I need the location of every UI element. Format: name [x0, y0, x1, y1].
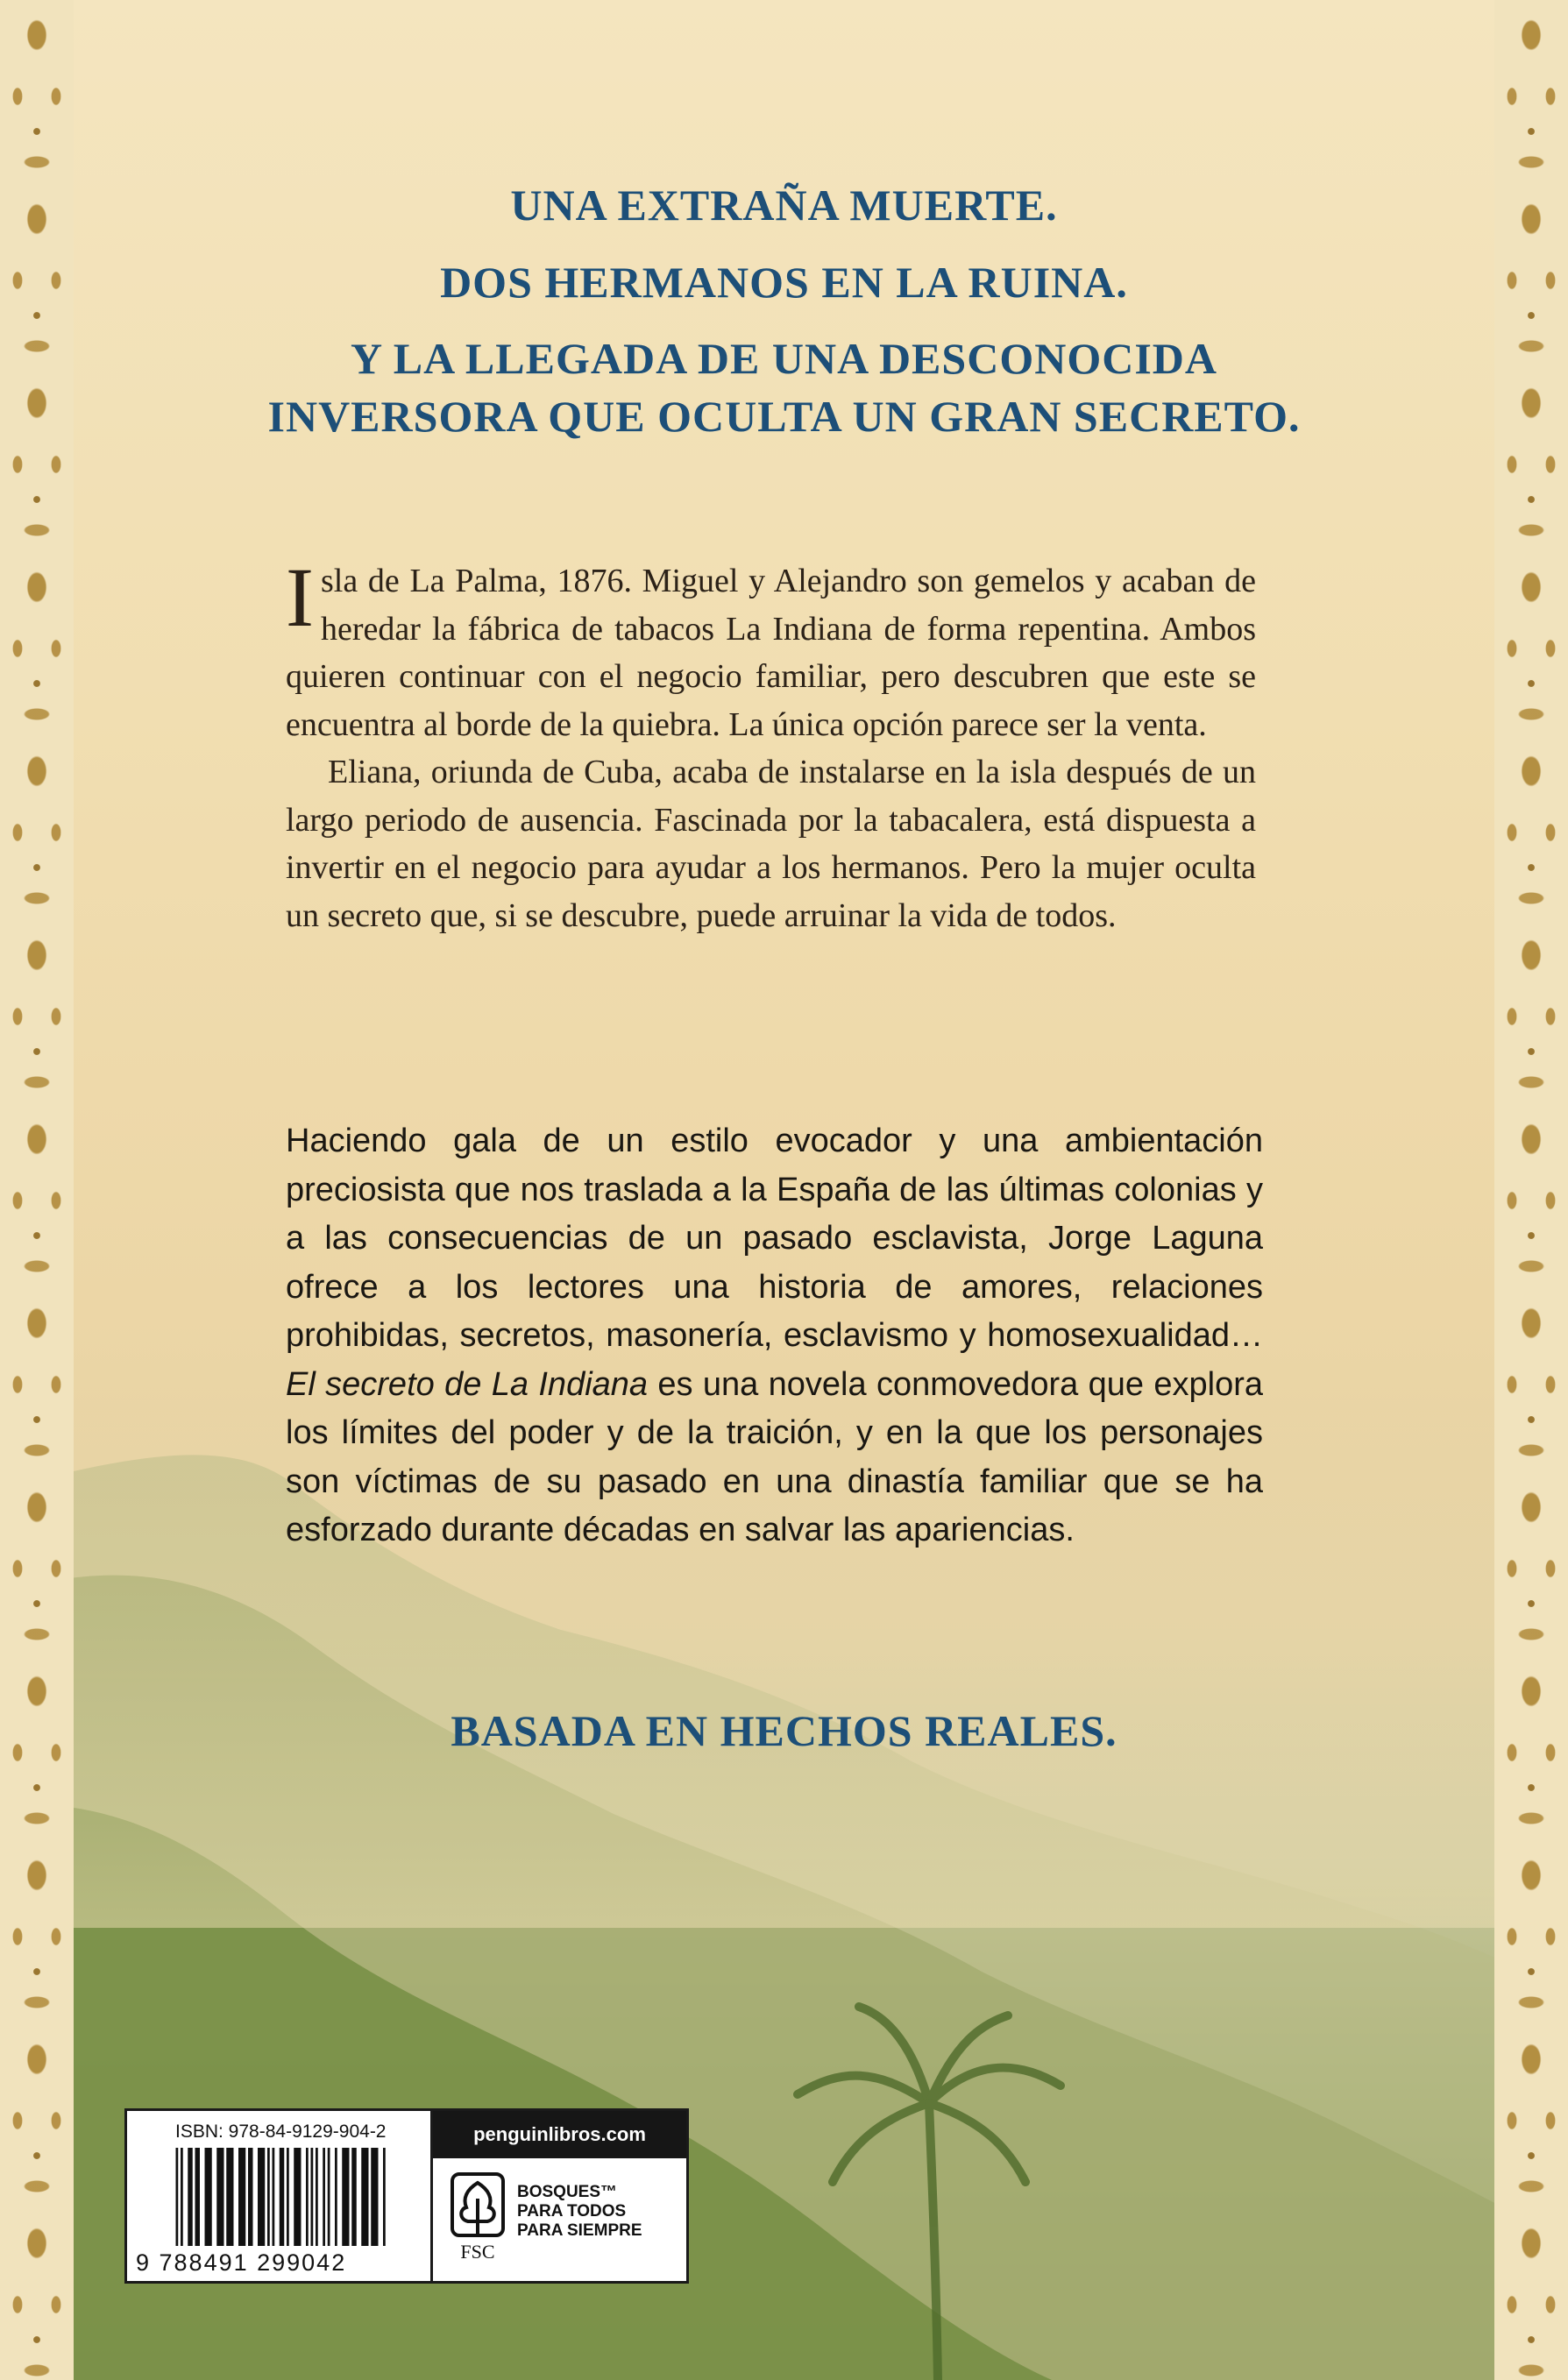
barcode-bar — [306, 2148, 309, 2246]
barcode-bar — [273, 2148, 275, 2246]
barcode-bar — [226, 2148, 233, 2246]
publisher-panel — [433, 2111, 686, 2281]
barcode — [171, 2148, 402, 2246]
barcode-bar — [323, 2148, 325, 2246]
headline-line-4: INVERSORA QUE OCULTA UN GRAN SECRETO. — [267, 392, 1301, 441]
barcode-bar — [188, 2148, 193, 2246]
barcode-bar — [195, 2148, 201, 2246]
publisher-url: penguinlibros.com — [433, 2111, 686, 2158]
barcode-bar — [280, 2148, 285, 2246]
barcode-bar — [311, 2148, 314, 2246]
barcode-bar — [258, 2148, 265, 2246]
barcode-bar — [248, 2148, 253, 2246]
headline-line-2: DOS HERMANOS EN LA RUINA. — [440, 258, 1128, 307]
synopsis-paragraph-2: Eliana, oriunda de Cuba, acaba de instalarse en la isla después de un largo periodo de ausencia. Fascinada por la tabacalera, está dispuesta a invertir en el negocio para ayudar a los hermanos. Pero la mujer oculta un secreto que, si se descubre, puede arruinar la vida de todos. — [286, 754, 1256, 934]
barcode-bar — [238, 2148, 245, 2246]
barcode-bar — [342, 2148, 349, 2246]
barcode-bar — [216, 2148, 223, 2246]
synopsis — [286, 550, 1256, 939]
synopsis-paragraph-1-text: sla de La Palma, 1876. Miguel y Alejandro son gemelos y acaban de heredar la fábrica de tabacos La Indiana de forma repentina. Ambos quieren continuar con el negocio familiar, pero descubren que este se encuentra al borde de la quiebra. La única opción parece ser la venta. — [286, 563, 1256, 743]
review-text — [286, 1117, 1263, 1555]
synopsis-paragraph-1 — [286, 550, 1256, 748]
fsc-slogan-line-2: PARA TODOS — [517, 2202, 627, 2221]
barcode-bar — [335, 2148, 337, 2246]
fsc-slogan — [517, 2183, 642, 2241]
headline-line-1: UNA EXTRAÑA MUERTE. — [510, 181, 1058, 230]
fsc-slogan-line-3: PARA SIEMPRE — [517, 2221, 642, 2240]
book-title-italic: El secreto de La Indiana — [286, 1365, 649, 1403]
barcode-bar — [351, 2148, 357, 2246]
fsc-label: FSC — [460, 2241, 495, 2263]
barcode-bar — [176, 2148, 179, 2246]
barcode-bar — [328, 2148, 330, 2246]
barcode-bar — [267, 2148, 270, 2246]
drop-cap: I — [286, 550, 314, 644]
barcode-bar — [287, 2148, 289, 2246]
barcode-bar — [383, 2148, 386, 2246]
fsc-slogan-line-1: BOSQUES™ — [517, 2183, 618, 2201]
barcode-bar — [316, 2148, 318, 2246]
barcode-digits: 9 788491 299042 — [136, 2249, 347, 2276]
isbn-label: ISBN: 978-84-9129-904-2 — [175, 2121, 387, 2142]
barcode-bar — [361, 2148, 368, 2246]
imprint-box — [124, 2108, 689, 2284]
barcode-bar — [205, 2148, 212, 2246]
barcode-panel — [127, 2111, 433, 2281]
fsc-tree-icon — [451, 2172, 505, 2265]
review-text-start: Haciendo gala de un estilo evocador y una ambientación preciosista que nos traslada a la España de las últimas colonias y a las consecuencias de un pasado esclavista, Jorge Laguna ofrece a los lectores una historia de amores, relaciones prohibidas, secretos, masonería, esclavismo y homosexualidad… — [286, 1123, 1263, 1354]
barcode-bar — [371, 2148, 378, 2246]
tagline: BASADA EN HECHOS REALES. — [451, 1706, 1117, 1755]
fsc-certification — [433, 2158, 686, 2281]
headline-line-3: Y LA LLEGADA DE UNA DESCONOCIDA — [350, 334, 1218, 383]
ornamental-border-left — [0, 0, 74, 2380]
ornamental-border-right — [1494, 0, 1568, 2380]
barcode-bar — [181, 2148, 183, 2246]
headline-block — [131, 166, 1437, 445]
review-text-end: es una novela conmovedora que explora los límites del poder y de la traición, y en la que los personajes son víctimas de su pasado en una dinastía familiar que se ha esforzado durante décadas en salvar las apariencias. — [286, 1365, 1263, 1548]
barcode-bar — [294, 2148, 301, 2246]
